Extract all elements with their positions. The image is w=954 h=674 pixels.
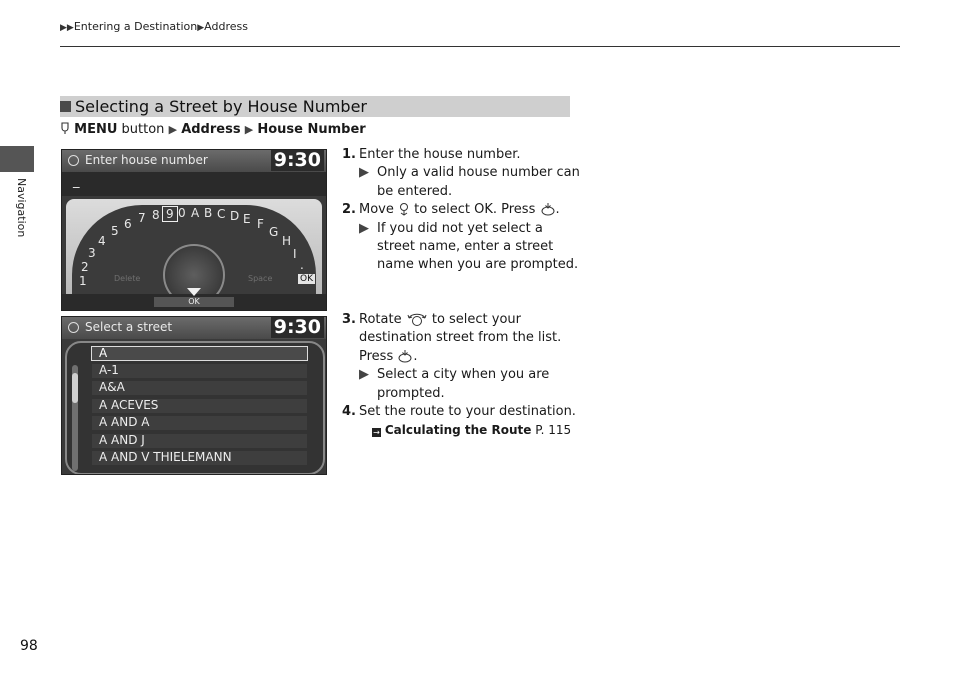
note-text: If you did not yet select a street name, enter a street name when you are prompted.: [377, 220, 579, 273]
triangle-right-icon: ▶: [359, 220, 369, 236]
reference-title: Calculating the Route: [384, 423, 532, 438]
steps-lower: [342, 311, 582, 440]
scrollbar[interactable]: [72, 365, 78, 471]
step-1-note: [342, 164, 582, 201]
step-2-note: [342, 220, 582, 275]
step-number: 2.: [342, 202, 356, 218]
reference-page: P. 115: [535, 423, 572, 438]
key-char[interactable]: E: [243, 212, 251, 226]
press-enter-icon: [397, 349, 413, 363]
list-item[interactable]: [92, 364, 307, 378]
list-item-selected[interactable]: [91, 346, 308, 361]
breadcrumb-item[interactable]: Entering a Destination: [73, 20, 198, 33]
step-number: 3.: [342, 312, 356, 327]
step-3-note: [342, 366, 582, 403]
triangle-right-icon: ▶▶: [60, 23, 74, 33]
list-item-label: A: [99, 346, 108, 360]
step-1: [342, 146, 582, 164]
key-char[interactable]: 2: [81, 260, 89, 274]
key-char[interactable]: 0: [178, 206, 186, 220]
key-char[interactable]: 1: [79, 274, 87, 288]
section-header: [60, 96, 570, 117]
list-item[interactable]: [92, 399, 307, 413]
key-char[interactable]: D: [230, 209, 240, 223]
screen-title: Enter house number: [85, 153, 208, 167]
triangle-right-icon: ▶: [244, 123, 254, 136]
note-text: Only a valid house number can be entered.: [377, 165, 580, 199]
key-char-selected[interactable]: 9: [162, 206, 178, 222]
clock: 9:30: [271, 149, 324, 171]
key-char[interactable]: 6: [124, 217, 132, 231]
voice-info-icon: [60, 122, 70, 135]
list-item-label: A AND J: [99, 433, 145, 447]
key-char[interactable]: H: [282, 234, 292, 248]
step-text: . Press: [492, 202, 536, 218]
bottom-bar: [62, 294, 326, 310]
step-text: Rotate: [359, 312, 402, 327]
breadcrumb: [60, 20, 248, 33]
key-char[interactable]: I: [293, 247, 297, 261]
path-address: Address: [181, 122, 241, 137]
list-item[interactable]: [92, 434, 307, 448]
step-4: [342, 403, 582, 421]
screen-header: [62, 150, 326, 172]
cross-reference-icon: →: [373, 428, 380, 438]
note-text: Select a city when you are prompted.: [377, 367, 550, 401]
step-3: 3. Rotate to select your destination street from the list. Press .: [342, 312, 562, 364]
screen-select-street: [61, 316, 327, 475]
key-char[interactable]: G: [269, 225, 279, 239]
step-number: 1.: [342, 147, 356, 162]
breadcrumb-item[interactable]: Address: [204, 20, 248, 33]
ok-word: OK: [474, 202, 493, 218]
delete-key[interactable]: Delete: [114, 274, 141, 283]
home-icon[interactable]: [68, 322, 79, 333]
step-text: Press: [359, 348, 394, 364]
key-char[interactable]: 7: [138, 211, 146, 225]
clock: 9:30: [271, 316, 324, 338]
step-text: to select your destination street from the list.: [359, 312, 562, 346]
screen-title: Select a street: [85, 320, 173, 334]
step-text: Enter the house number.: [359, 147, 521, 162]
header-rule: [60, 46, 900, 47]
side-tab: [0, 146, 34, 172]
list-item-label: A ACEVES: [99, 398, 159, 412]
triangle-right-icon: ▶: [359, 165, 369, 181]
home-icon[interactable]: [68, 155, 79, 166]
section-square-icon: [60, 101, 71, 112]
side-label: Navigation: [15, 178, 28, 238]
list-item-label: A-1: [99, 363, 119, 377]
key-char[interactable]: 5: [111, 224, 119, 238]
list-item-label: A AND V THIELEMANN: [99, 450, 232, 464]
step-text: Set the route to your destination.: [359, 404, 576, 420]
triangle-right-icon: ▶: [197, 23, 205, 33]
steps-upper: [342, 146, 582, 275]
key-char[interactable]: A: [191, 206, 200, 220]
chevron-down-icon: [187, 288, 201, 296]
list-item[interactable]: [92, 381, 307, 395]
bottom-ok-button[interactable]: OK: [154, 297, 234, 307]
joystick-move-icon: [398, 202, 410, 216]
section-title: Selecting a Street by House Number: [75, 97, 367, 116]
list-item-label: A AND A: [99, 415, 150, 429]
path-house-number: House Number: [257, 122, 366, 137]
key-char[interactable]: C: [217, 207, 226, 221]
menu-button-label: MENU: [74, 122, 118, 137]
step-text: to select: [414, 202, 470, 218]
scrollbar-thumb[interactable]: [72, 373, 78, 403]
key-char[interactable]: F: [257, 217, 264, 231]
triangle-right-icon: ▶: [359, 367, 369, 383]
menu-path: [60, 122, 366, 137]
rotate-knob-icon: [406, 311, 428, 327]
entry-value: _: [73, 174, 80, 189]
list-item[interactable]: [92, 451, 307, 465]
cross-reference[interactable]: [342, 421, 582, 439]
key-char[interactable]: 3: [88, 246, 96, 260]
button-word: button: [121, 122, 165, 137]
key-char[interactable]: 8: [152, 208, 160, 222]
screen-header: [62, 317, 326, 339]
triangle-right-icon: ▶: [168, 123, 178, 136]
key-char[interactable]: 4: [98, 234, 106, 248]
page-number: 98: [20, 638, 38, 654]
press-enter-icon: [540, 202, 556, 216]
key-dot[interactable]: .: [300, 258, 304, 272]
key-char[interactable]: B: [204, 206, 213, 220]
entry-field[interactable]: [62, 172, 326, 196]
step-2: 2. Move to select OK. Press .: [342, 201, 582, 219]
space-key[interactable]: Space: [248, 274, 273, 283]
screen-enter-house-number: [61, 149, 327, 311]
list-item-label: A&A: [99, 380, 125, 394]
list-item[interactable]: [92, 416, 307, 430]
ok-key[interactable]: OK: [300, 274, 313, 284]
step-text: Move: [359, 202, 394, 218]
step-number: 4.: [342, 404, 356, 420]
